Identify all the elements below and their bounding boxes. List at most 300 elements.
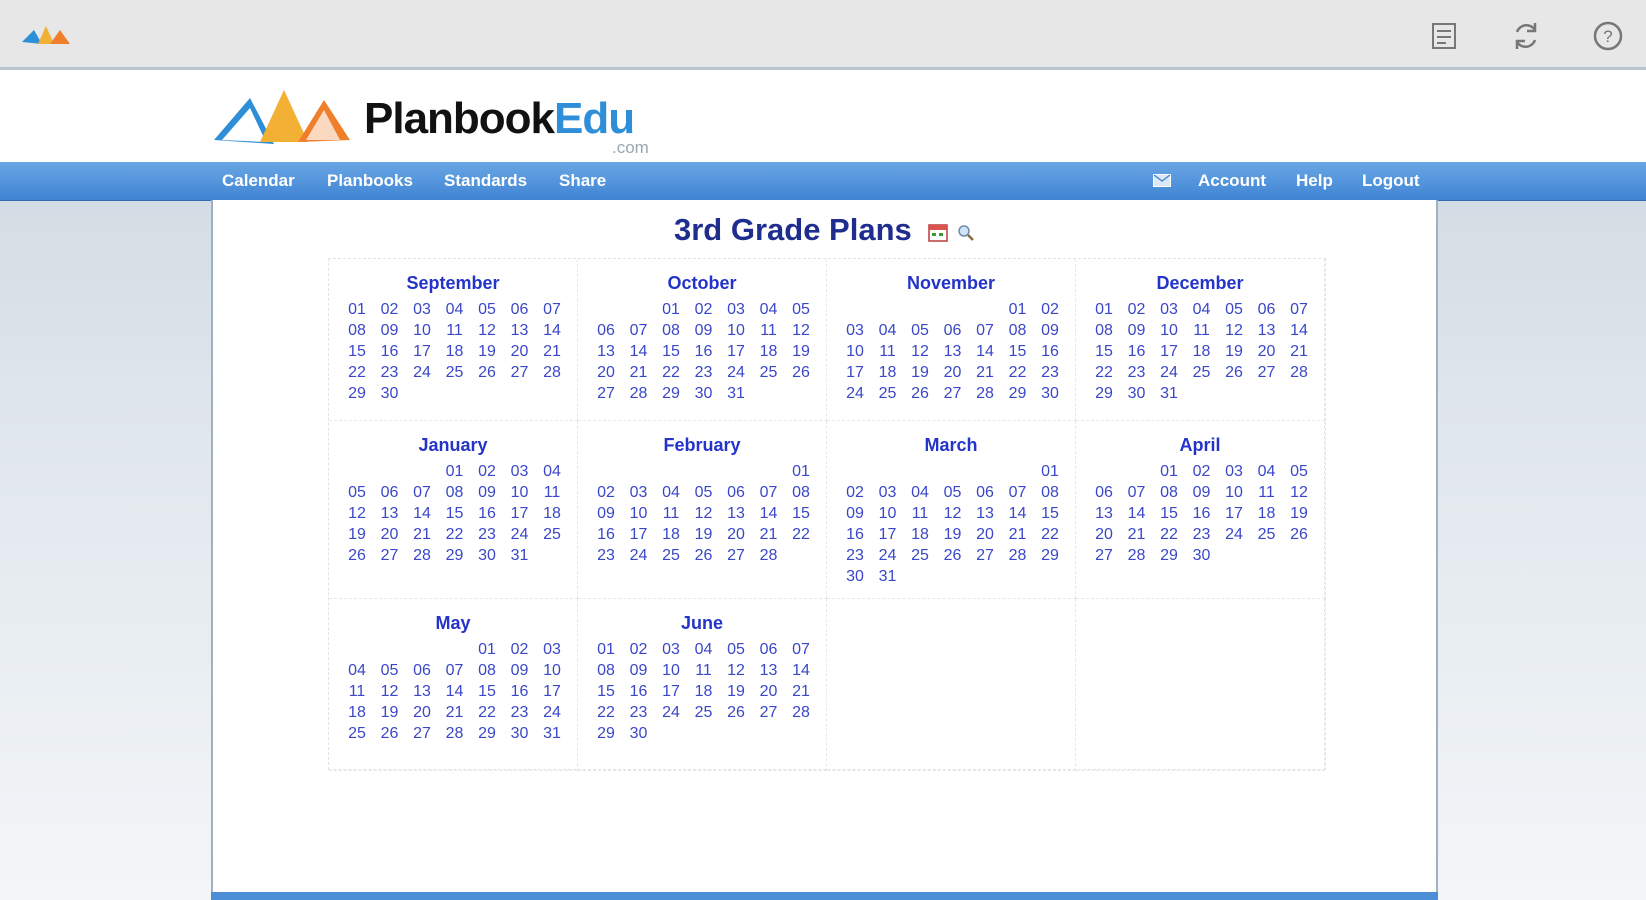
day-link[interactable]: 05 xyxy=(348,484,366,501)
day-link[interactable]: 18 xyxy=(878,364,897,381)
day-link[interactable]: 07 xyxy=(976,322,994,339)
day-link[interactable]: 11 xyxy=(1258,484,1275,501)
month-name-link[interactable]: December xyxy=(1156,273,1244,293)
day-link[interactable]: 24 xyxy=(543,704,561,721)
day-link[interactable]: 25 xyxy=(348,725,366,742)
day-link[interactable]: 25 xyxy=(543,526,561,543)
day-link[interactable]: 19 xyxy=(911,364,929,381)
day-link[interactable]: 30 xyxy=(1041,385,1059,402)
day-link[interactable]: 09 xyxy=(694,322,713,339)
day-link[interactable]: 23 xyxy=(380,364,399,381)
day-link[interactable]: 03 xyxy=(727,301,745,318)
day-link[interactable]: 08 xyxy=(1160,484,1178,501)
day-link[interactable]: 03 xyxy=(662,641,680,658)
day-link[interactable]: 27 xyxy=(597,385,615,402)
nav-calendar[interactable]: Calendar xyxy=(222,171,295,190)
day-link[interactable]: 24 xyxy=(1160,364,1178,381)
day-link[interactable]: 13 xyxy=(510,322,529,339)
day-link[interactable]: 25 xyxy=(1192,364,1211,381)
day-link[interactable]: 14 xyxy=(1127,505,1146,522)
day-link[interactable]: 19 xyxy=(1290,505,1308,522)
day-link[interactable]: 09 xyxy=(380,322,399,339)
calendar-icon[interactable] xyxy=(928,222,948,242)
day-link[interactable]: 23 xyxy=(510,704,529,721)
day-link[interactable]: 06 xyxy=(380,484,399,501)
day-link[interactable]: 23 xyxy=(1127,364,1146,381)
day-link[interactable]: 12 xyxy=(943,505,962,522)
day-link[interactable]: 04 xyxy=(878,322,897,339)
day-link[interactable]: 28 xyxy=(543,364,561,381)
nav-planbooks[interactable]: Planbooks xyxy=(327,171,413,190)
day-link[interactable]: 21 xyxy=(445,704,464,721)
day-link[interactable]: 26 xyxy=(911,385,929,402)
day-link[interactable]: 28 xyxy=(1290,364,1308,381)
day-link[interactable]: 03 xyxy=(1225,463,1243,480)
day-link[interactable]: 18 xyxy=(1257,505,1276,522)
day-link[interactable]: 31 xyxy=(1160,385,1178,402)
day-link[interactable]: 08 xyxy=(792,484,810,501)
day-link[interactable]: 20 xyxy=(976,526,994,543)
day-link[interactable]: 03 xyxy=(510,463,529,480)
day-link[interactable]: 21 xyxy=(543,343,561,360)
day-link[interactable]: 03 xyxy=(413,301,431,318)
day-link[interactable]: 13 xyxy=(413,683,431,700)
day-link[interactable]: 04 xyxy=(759,301,778,318)
day-link[interactable]: 04 xyxy=(911,484,929,501)
refresh-icon[interactable] xyxy=(1508,18,1544,54)
day-link[interactable]: 17 xyxy=(629,526,648,543)
day-link[interactable]: 23 xyxy=(478,526,496,543)
day-link[interactable]: 25 xyxy=(911,547,929,564)
day-link[interactable]: 05 xyxy=(1225,301,1243,318)
day-link[interactable]: 07 xyxy=(543,301,561,318)
nav-help[interactable]: Help xyxy=(1296,171,1333,190)
day-link[interactable]: 20 xyxy=(413,704,431,721)
day-link[interactable]: 15 xyxy=(348,343,366,360)
day-link[interactable]: 18 xyxy=(1192,343,1211,360)
day-link[interactable]: 05 xyxy=(727,641,745,658)
day-link[interactable]: 27 xyxy=(1095,547,1113,564)
day-link[interactable]: 06 xyxy=(759,641,778,658)
day-link[interactable]: 07 xyxy=(445,662,464,679)
day-link[interactable]: 14 xyxy=(976,343,994,360)
day-link[interactable]: 11 xyxy=(760,322,777,339)
day-link[interactable]: 11 xyxy=(1193,322,1210,339)
day-link[interactable]: 19 xyxy=(694,526,713,543)
day-link[interactable]: 27 xyxy=(413,725,431,742)
day-link[interactable]: 17 xyxy=(1160,343,1178,360)
day-link[interactable]: 23 xyxy=(1041,364,1059,381)
day-link[interactable]: 05 xyxy=(792,301,810,318)
month-name-link[interactable]: March xyxy=(924,435,978,455)
day-link[interactable]: 10 xyxy=(1160,322,1178,339)
day-link[interactable]: 22 xyxy=(597,704,615,721)
day-link[interactable]: 07 xyxy=(759,484,778,501)
day-link[interactable]: 23 xyxy=(1192,526,1211,543)
day-link[interactable]: 24 xyxy=(629,547,648,564)
day-link[interactable]: 17 xyxy=(1225,505,1243,522)
day-link[interactable]: 14 xyxy=(543,322,561,339)
nav-share[interactable]: Share xyxy=(559,171,607,190)
day-link[interactable]: 09 xyxy=(846,505,864,522)
day-link[interactable]: 06 xyxy=(1095,484,1113,501)
day-link[interactable]: 28 xyxy=(759,547,778,564)
day-link[interactable]: 30 xyxy=(1127,385,1146,402)
day-link[interactable]: 20 xyxy=(510,343,529,360)
day-link[interactable]: 03 xyxy=(543,641,561,658)
day-link[interactable]: 12 xyxy=(911,343,929,360)
day-link[interactable]: 11 xyxy=(446,322,463,339)
day-link[interactable]: 13 xyxy=(1095,505,1113,522)
day-link[interactable]: 04 xyxy=(694,641,713,658)
day-link[interactable]: 08 xyxy=(348,322,366,339)
day-link[interactable]: 16 xyxy=(694,343,713,360)
day-link[interactable]: 25 xyxy=(878,385,897,402)
day-link[interactable]: 04 xyxy=(348,662,366,679)
day-link[interactable]: 12 xyxy=(1225,322,1243,339)
day-link[interactable]: 26 xyxy=(694,547,713,564)
day-link[interactable]: 26 xyxy=(727,704,745,721)
day-link[interactable]: 18 xyxy=(911,526,929,543)
day-link[interactable]: 11 xyxy=(348,683,366,700)
day-link[interactable]: 20 xyxy=(727,526,745,543)
day-link[interactable]: 21 xyxy=(413,526,431,543)
day-link[interactable]: 21 xyxy=(792,683,810,700)
day-link[interactable]: 28 xyxy=(792,704,810,721)
day-link[interactable]: 24 xyxy=(413,364,431,381)
day-link[interactable]: 26 xyxy=(1290,526,1308,543)
day-link[interactable]: 08 xyxy=(662,322,680,339)
day-link[interactable]: 02 xyxy=(629,641,648,658)
day-link[interactable]: 31 xyxy=(510,547,529,564)
day-link[interactable]: 11 xyxy=(879,343,896,360)
day-link[interactable]: 18 xyxy=(694,683,713,700)
day-link[interactable]: 12 xyxy=(727,662,745,679)
day-link[interactable]: 12 xyxy=(792,322,810,339)
day-link[interactable]: 18 xyxy=(759,343,778,360)
day-link[interactable]: 01 xyxy=(348,301,366,318)
day-link[interactable]: 28 xyxy=(1008,547,1027,564)
day-link[interactable]: 02 xyxy=(478,463,496,480)
day-link[interactable]: 20 xyxy=(597,364,615,381)
day-link[interactable]: 30 xyxy=(510,725,529,742)
day-link[interactable]: 10 xyxy=(727,322,745,339)
day-link[interactable]: 02 xyxy=(1041,301,1059,318)
day-link[interactable]: 12 xyxy=(478,322,496,339)
day-link[interactable]: 14 xyxy=(413,505,431,522)
day-link[interactable]: 23 xyxy=(846,547,864,564)
day-link[interactable]: 05 xyxy=(478,301,496,318)
day-link[interactable]: 09 xyxy=(629,662,648,679)
day-link[interactable]: 06 xyxy=(1257,301,1276,318)
day-link[interactable]: 01 xyxy=(597,641,615,658)
day-link[interactable]: 13 xyxy=(727,505,745,522)
day-link[interactable]: 14 xyxy=(629,343,648,360)
day-link[interactable]: 07 xyxy=(1127,484,1146,501)
day-link[interactable]: 06 xyxy=(976,484,994,501)
day-link[interactable]: 28 xyxy=(413,547,431,564)
day-link[interactable]: 10 xyxy=(543,662,561,679)
day-link[interactable]: 01 xyxy=(1160,463,1178,480)
day-link[interactable]: 31 xyxy=(878,568,897,585)
day-link[interactable]: 26 xyxy=(943,547,962,564)
day-link[interactable]: 19 xyxy=(380,704,399,721)
mail-icon[interactable] xyxy=(1153,174,1171,187)
day-link[interactable]: 06 xyxy=(510,301,529,318)
day-link[interactable]: 09 xyxy=(510,662,529,679)
day-link[interactable]: 22 xyxy=(1160,526,1178,543)
day-link[interactable]: 23 xyxy=(629,704,648,721)
day-link[interactable]: 15 xyxy=(445,505,464,522)
day-link[interactable]: 04 xyxy=(445,301,464,318)
month-name-link[interactable]: May xyxy=(435,613,471,633)
day-link[interactable]: 21 xyxy=(1127,526,1146,543)
day-link[interactable]: 29 xyxy=(1160,547,1178,564)
day-link[interactable]: 21 xyxy=(629,364,648,381)
day-link[interactable]: 10 xyxy=(629,505,648,522)
day-link[interactable]: 02 xyxy=(1192,463,1211,480)
day-link[interactable]: 20 xyxy=(943,364,962,381)
day-link[interactable]: 20 xyxy=(1257,343,1276,360)
day-link[interactable]: 24 xyxy=(510,526,529,543)
help-circle-icon[interactable] xyxy=(1590,18,1626,54)
day-link[interactable]: 20 xyxy=(380,526,399,543)
day-link[interactable]: 12 xyxy=(348,505,366,522)
day-link[interactable]: 10 xyxy=(1225,484,1243,501)
day-link[interactable]: 14 xyxy=(792,662,810,679)
day-link[interactable]: 25 xyxy=(694,704,713,721)
month-name-link[interactable]: September xyxy=(406,273,500,293)
day-link[interactable]: 15 xyxy=(1041,505,1059,522)
day-link[interactable]: 01 xyxy=(1095,301,1113,318)
day-link[interactable]: 30 xyxy=(629,725,648,742)
day-link[interactable]: 16 xyxy=(846,526,864,543)
day-link[interactable]: 25 xyxy=(759,364,778,381)
day-link[interactable]: 06 xyxy=(727,484,745,501)
day-link[interactable]: 16 xyxy=(510,683,529,700)
day-link[interactable]: 14 xyxy=(759,505,778,522)
day-link[interactable]: 11 xyxy=(662,505,680,522)
day-link[interactable]: 07 xyxy=(792,641,810,658)
day-link[interactable]: 15 xyxy=(662,343,680,360)
day-link[interactable]: 17 xyxy=(846,364,864,381)
day-link[interactable]: 08 xyxy=(445,484,464,501)
day-link[interactable]: 29 xyxy=(1095,385,1113,402)
day-link[interactable]: 23 xyxy=(597,547,615,564)
day-link[interactable]: 12 xyxy=(694,505,713,522)
nav-account[interactable]: Account xyxy=(1198,171,1266,190)
day-link[interactable]: 03 xyxy=(846,322,864,339)
nav-logout[interactable]: Logout xyxy=(1362,171,1420,190)
day-link[interactable]: 18 xyxy=(445,343,464,360)
day-link[interactable]: 31 xyxy=(543,725,561,742)
day-link[interactable]: 27 xyxy=(943,385,962,402)
day-link[interactable]: 08 xyxy=(1095,322,1113,339)
day-link[interactable]: 09 xyxy=(478,484,496,501)
day-link[interactable]: 30 xyxy=(478,547,496,564)
day-link[interactable]: 27 xyxy=(759,704,778,721)
day-link[interactable]: 17 xyxy=(510,505,529,522)
day-link[interactable]: 26 xyxy=(380,725,399,742)
month-name-link[interactable]: November xyxy=(906,273,996,293)
day-link[interactable]: 30 xyxy=(1192,547,1211,564)
day-link[interactable]: 09 xyxy=(1127,322,1146,339)
day-link[interactable]: 03 xyxy=(1160,301,1178,318)
day-link[interactable]: 04 xyxy=(1257,463,1276,480)
day-link[interactable]: 19 xyxy=(1225,343,1243,360)
day-link[interactable]: 10 xyxy=(510,484,529,501)
day-link[interactable]: 19 xyxy=(727,683,745,700)
day-link[interactable]: 26 xyxy=(1225,364,1243,381)
day-link[interactable]: 23 xyxy=(694,364,713,381)
day-link[interactable]: 02 xyxy=(846,484,864,501)
day-link[interactable]: 29 xyxy=(348,385,366,402)
day-link[interactable]: 02 xyxy=(1127,301,1146,318)
day-link[interactable]: 09 xyxy=(1041,322,1059,339)
nav-standards[interactable]: Standards xyxy=(444,171,528,190)
day-link[interactable]: 16 xyxy=(1041,343,1059,360)
day-link[interactable]: 05 xyxy=(1290,463,1308,480)
day-link[interactable]: 12 xyxy=(380,683,399,700)
day-link[interactable]: 08 xyxy=(478,662,496,679)
day-link[interactable]: 28 xyxy=(445,725,464,742)
day-link[interactable]: 31 xyxy=(727,385,745,402)
day-link[interactable]: 19 xyxy=(792,343,810,360)
day-link[interactable]: 26 xyxy=(478,364,496,381)
day-link[interactable]: 10 xyxy=(878,505,897,522)
day-link[interactable]: 08 xyxy=(1008,322,1027,339)
day-link[interactable]: 29 xyxy=(478,725,496,742)
day-link[interactable]: 28 xyxy=(1127,547,1146,564)
day-link[interactable]: 29 xyxy=(1041,547,1059,564)
day-link[interactable]: 02 xyxy=(510,641,529,658)
day-link[interactable]: 06 xyxy=(413,662,431,679)
day-link[interactable]: 01 xyxy=(662,301,680,318)
day-link[interactable]: 02 xyxy=(694,301,713,318)
day-link[interactable]: 28 xyxy=(629,385,648,402)
day-link[interactable]: 16 xyxy=(478,505,496,522)
day-link[interactable]: 19 xyxy=(943,526,962,543)
day-link[interactable]: 30 xyxy=(846,568,864,585)
day-link[interactable]: 29 xyxy=(662,385,680,402)
day-link[interactable]: 22 xyxy=(792,526,810,543)
day-link[interactable]: 04 xyxy=(1192,301,1211,318)
day-link[interactable]: 20 xyxy=(1095,526,1113,543)
day-link[interactable]: 13 xyxy=(943,343,962,360)
day-link[interactable]: 10 xyxy=(662,662,680,679)
day-link[interactable]: 08 xyxy=(1041,484,1059,501)
day-link[interactable]: 03 xyxy=(629,484,648,501)
day-link[interactable]: 27 xyxy=(510,364,529,381)
day-link[interactable]: 15 xyxy=(1008,343,1027,360)
day-link[interactable]: 15 xyxy=(792,505,810,522)
day-link[interactable]: 10 xyxy=(846,343,864,360)
day-link[interactable]: 27 xyxy=(727,547,745,564)
day-link[interactable]: 29 xyxy=(445,547,464,564)
day-link[interactable]: 22 xyxy=(1008,364,1027,381)
day-link[interactable]: 11 xyxy=(543,484,561,501)
day-link[interactable]: 30 xyxy=(694,385,713,402)
day-link[interactable]: 12 xyxy=(1290,484,1308,501)
day-link[interactable]: 17 xyxy=(413,343,431,360)
day-link[interactable]: 09 xyxy=(1192,484,1211,501)
day-link[interactable]: 22 xyxy=(445,526,464,543)
day-link[interactable]: 04 xyxy=(662,484,680,501)
day-link[interactable]: 29 xyxy=(597,725,615,742)
day-link[interactable]: 13 xyxy=(597,343,615,360)
day-link[interactable]: 16 xyxy=(629,683,648,700)
month-name-link[interactable]: February xyxy=(663,435,741,455)
day-link[interactable]: 14 xyxy=(1008,505,1027,522)
day-link[interactable]: 18 xyxy=(348,704,366,721)
day-link[interactable]: 24 xyxy=(1225,526,1243,543)
day-link[interactable]: 22 xyxy=(348,364,366,381)
day-link[interactable]: 18 xyxy=(662,526,680,543)
day-link[interactable]: 15 xyxy=(597,683,615,700)
day-link[interactable]: 07 xyxy=(413,484,431,501)
day-link[interactable]: 29 xyxy=(1008,385,1027,402)
day-link[interactable]: 20 xyxy=(759,683,778,700)
day-link[interactable]: 30 xyxy=(380,385,399,402)
day-link[interactable]: 05 xyxy=(911,322,929,339)
day-link[interactable]: 03 xyxy=(878,484,897,501)
search-icon[interactable] xyxy=(957,224,975,242)
day-link[interactable]: 18 xyxy=(543,505,561,522)
day-link[interactable]: 17 xyxy=(543,683,561,700)
day-link[interactable]: 24 xyxy=(878,547,897,564)
notes-icon[interactable] xyxy=(1426,18,1462,54)
day-link[interactable]: 22 xyxy=(662,364,680,381)
day-link[interactable]: 15 xyxy=(1160,505,1178,522)
day-link[interactable]: 08 xyxy=(597,662,615,679)
day-link[interactable]: 15 xyxy=(1095,343,1113,360)
day-link[interactable]: 22 xyxy=(478,704,496,721)
day-link[interactable]: 26 xyxy=(348,547,366,564)
day-link[interactable]: 27 xyxy=(380,547,399,564)
day-link[interactable]: 19 xyxy=(348,526,366,543)
day-link[interactable]: 16 xyxy=(597,526,615,543)
day-link[interactable]: 24 xyxy=(662,704,680,721)
day-link[interactable]: 13 xyxy=(759,662,778,679)
day-link[interactable]: 06 xyxy=(943,322,962,339)
day-link[interactable]: 22 xyxy=(1041,526,1059,543)
day-link[interactable]: 11 xyxy=(911,505,929,522)
day-link[interactable]: 17 xyxy=(662,683,680,700)
day-link[interactable]: 01 xyxy=(1008,301,1027,318)
day-link[interactable]: 16 xyxy=(380,343,399,360)
day-link[interactable]: 04 xyxy=(543,463,561,480)
day-link[interactable]: 21 xyxy=(1008,526,1027,543)
day-link[interactable]: 09 xyxy=(597,505,615,522)
day-link[interactable]: 02 xyxy=(380,301,399,318)
planbookedu-logo[interactable] xyxy=(212,84,652,157)
day-link[interactable]: 14 xyxy=(1290,322,1308,339)
day-link[interactable]: 07 xyxy=(1290,301,1308,318)
month-name-link[interactable]: June xyxy=(680,613,723,633)
day-link[interactable]: 24 xyxy=(846,385,864,402)
day-link[interactable]: 02 xyxy=(597,484,615,501)
day-link[interactable]: 10 xyxy=(413,322,431,339)
day-link[interactable]: 22 xyxy=(1095,364,1113,381)
day-link[interactable]: 28 xyxy=(976,385,994,402)
month-name-link[interactable]: January xyxy=(418,435,488,455)
day-link[interactable]: 05 xyxy=(943,484,962,501)
day-link[interactable]: 26 xyxy=(792,364,810,381)
day-link[interactable]: 21 xyxy=(759,526,778,543)
day-link[interactable]: 16 xyxy=(1127,343,1146,360)
day-link[interactable]: 01 xyxy=(445,463,464,480)
day-link[interactable]: 21 xyxy=(1290,343,1308,360)
